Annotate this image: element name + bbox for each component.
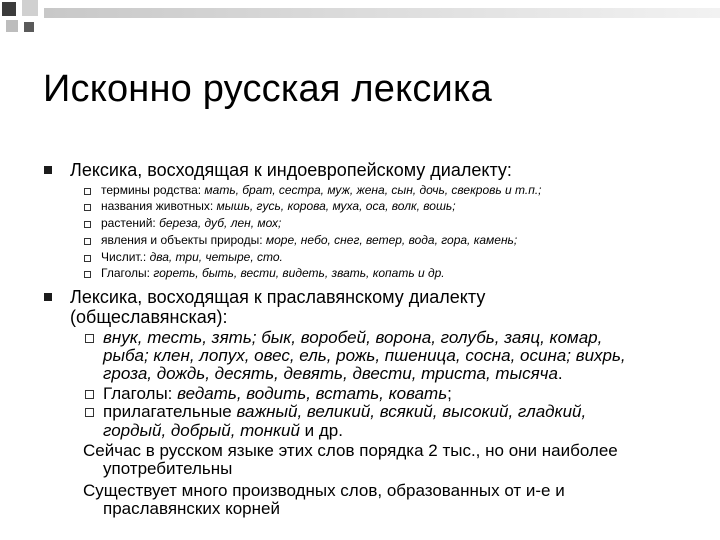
deco-square-light [22, 0, 38, 16]
section2-item1-line3 [103, 364, 563, 383]
section2-item3-line1 [103, 402, 586, 421]
section2-item3-line2 [103, 421, 343, 440]
list-item [101, 249, 283, 265]
checkbox-bullet [84, 188, 91, 195]
note1-line1: Сейчас в русском языке этих слов порядка 2 тыс., но они наиболее [83, 441, 618, 460]
list-item [101, 198, 456, 214]
bullet-square [44, 166, 52, 174]
item-examples: рыба; клен, лопух, овес, ель, рожь, пшеница, сосна, осина; вихрь, [103, 346, 626, 365]
item-end: ; [447, 384, 452, 403]
section2-heading-line1: Лексика, восходящая к праславянскому диалекту [70, 287, 486, 307]
checkbox-bullet [85, 390, 94, 399]
section2-item1-line1 [103, 328, 602, 347]
list-item [101, 232, 517, 248]
item-examples: море, небо, снег, ветер, вода, гора, камень; [265, 233, 518, 247]
deco-square-dark [2, 2, 16, 16]
bullet-square [44, 293, 52, 301]
item-label: термины родства: [101, 183, 205, 197]
item-label: названия животных: [101, 199, 217, 213]
deco-square-light [6, 20, 18, 32]
list-item [101, 215, 281, 231]
item-examples: береза, дуб, лен, мох; [159, 216, 282, 230]
item-label: явления и объекты природы: [101, 233, 266, 247]
checkbox-bullet [85, 408, 94, 417]
item-examples: мышь, гусь, корова, муха, оса, волк, вошь; [216, 199, 456, 213]
note1-line2: употребительны [103, 459, 233, 478]
item-examples: мать, брат, сестра, муж, жена, сын, дочь, свекровь и т.п.; [204, 183, 542, 197]
note2-line2: праславянских корней [103, 499, 280, 518]
checkbox-bullet [84, 255, 91, 262]
item-label: прилагательные [103, 402, 237, 421]
item-label: Глаголы: [103, 384, 178, 403]
section2-item1-line2 [103, 346, 626, 365]
checkbox-bullet [84, 221, 91, 228]
item-label: растений: [101, 216, 160, 230]
item-label: Числит.: [101, 250, 150, 264]
item-examples: важный, великий, всякий, высокий, гладкий, [236, 402, 587, 421]
item-examples: внук, тесть, зять; бык, воробей, ворона, голубь, заяц, комар, [103, 328, 603, 347]
item-examples: гордый, добрый, тонкий [103, 421, 300, 440]
item-examples: два, три, четыре, сто. [149, 250, 283, 264]
checkbox-bullet [84, 238, 91, 245]
header-decoration [0, 0, 720, 40]
section2-heading-line2: (общеславянская): [70, 307, 228, 327]
item-examples: гроза, дождь, десять, девять, двести, триста, тысяча [103, 364, 558, 383]
deco-bar [44, 8, 720, 18]
list-item [101, 265, 445, 281]
checkbox-bullet [84, 204, 91, 211]
item-label: Глаголы: [101, 266, 154, 280]
section1-heading: Лексика, восходящая к индоевропейскому диалекту: [70, 160, 512, 180]
item-examples: ведать, водить, встать, ковать [177, 384, 448, 403]
item-examples: гореть, быть, вести, видеть, звать, копать и др. [153, 266, 445, 280]
note2-line1: Существует много производных слов, образованных от и-е и [83, 481, 565, 500]
deco-square-dark [24, 22, 34, 32]
item-end: и др. [299, 421, 343, 440]
checkbox-bullet [84, 271, 91, 278]
section2-item2 [103, 384, 452, 403]
slide-title: Исконно русская лексика [43, 68, 492, 110]
list-item [101, 182, 542, 198]
item-end: . [557, 364, 563, 383]
checkbox-bullet [85, 334, 94, 343]
